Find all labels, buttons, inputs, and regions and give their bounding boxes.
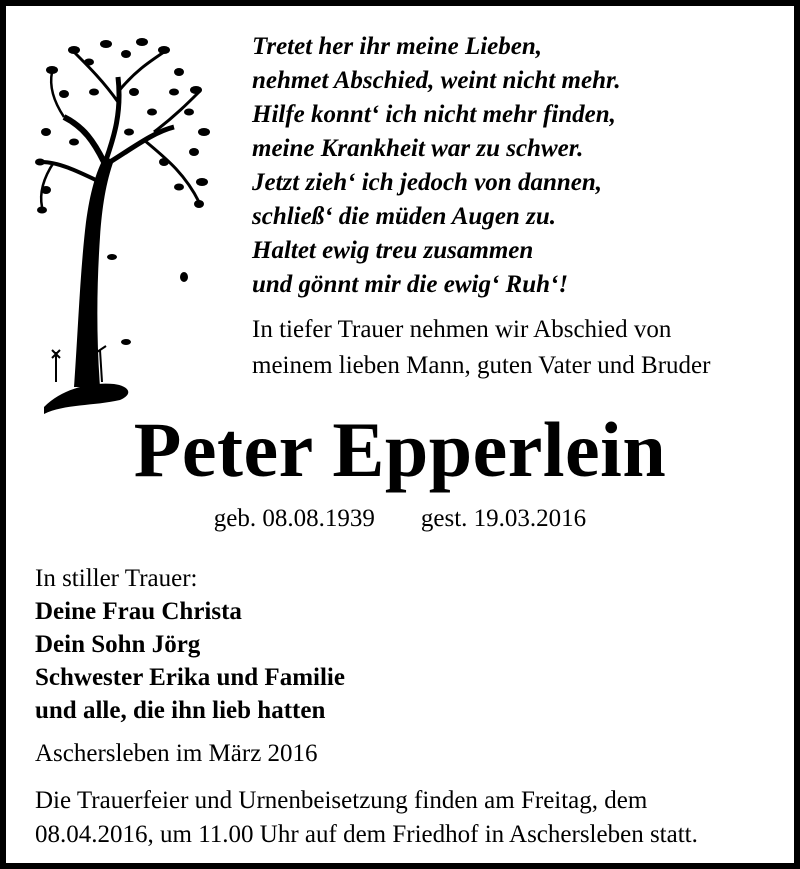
place-date: Aschersleben im März 2016 xyxy=(35,740,318,767)
mourner-name: und alle, die ihn lieb hatten xyxy=(35,697,326,724)
funeral-line: Die Trauerfeier und Urnenbeisetzung finden am Freitag, dem xyxy=(35,787,648,814)
poem-line: schließ‘ die müden Augen zu. xyxy=(252,203,556,230)
poem-line: nehmet Abschied, weint nicht mehr. xyxy=(252,67,621,94)
life-dates xyxy=(6,501,794,537)
intro-text xyxy=(252,312,710,384)
intro-line: meinem lieben Mann, guten Vater und Bruder xyxy=(252,352,711,379)
poem-line: Hilfe konnt‘ ich nicht mehr finden, xyxy=(252,101,616,128)
poem-line: Tretet her ihr meine Lieben, xyxy=(252,33,543,60)
death-date: gest. 19.03.2016 xyxy=(420,505,587,532)
mourners-heading: In stiller Trauer: xyxy=(35,565,198,592)
tree-icon xyxy=(34,32,214,422)
poem-line: und gönnt mir die ewig‘ Ruh‘! xyxy=(252,271,569,298)
poem-line: meine Krankheit war zu schwer. xyxy=(252,135,584,162)
mourner-name: Schwester Erika und Familie xyxy=(35,664,345,691)
birth-date: geb. 08.08.1939 xyxy=(213,505,375,532)
mourner-name: Deine Frau Christa xyxy=(35,598,242,625)
poem-line: Jetzt zieh‘ ich jedoch von dannen, xyxy=(252,169,603,196)
intro-line: In tiefer Trauer nehmen wir Abschied von xyxy=(252,316,672,343)
funeral-info xyxy=(35,784,698,852)
poem-line: Haltet ewig treu zusammen xyxy=(252,237,534,264)
mourner-name: Dein Sohn Jörg xyxy=(35,631,201,658)
deceased-name: Peter Epperlein xyxy=(133,406,667,493)
poem xyxy=(252,30,621,302)
funeral-line: 08.04.2016, um 11.00 Uhr auf dem Friedhof in Aschersleben statt. xyxy=(35,821,698,848)
mourners-list xyxy=(35,562,345,727)
